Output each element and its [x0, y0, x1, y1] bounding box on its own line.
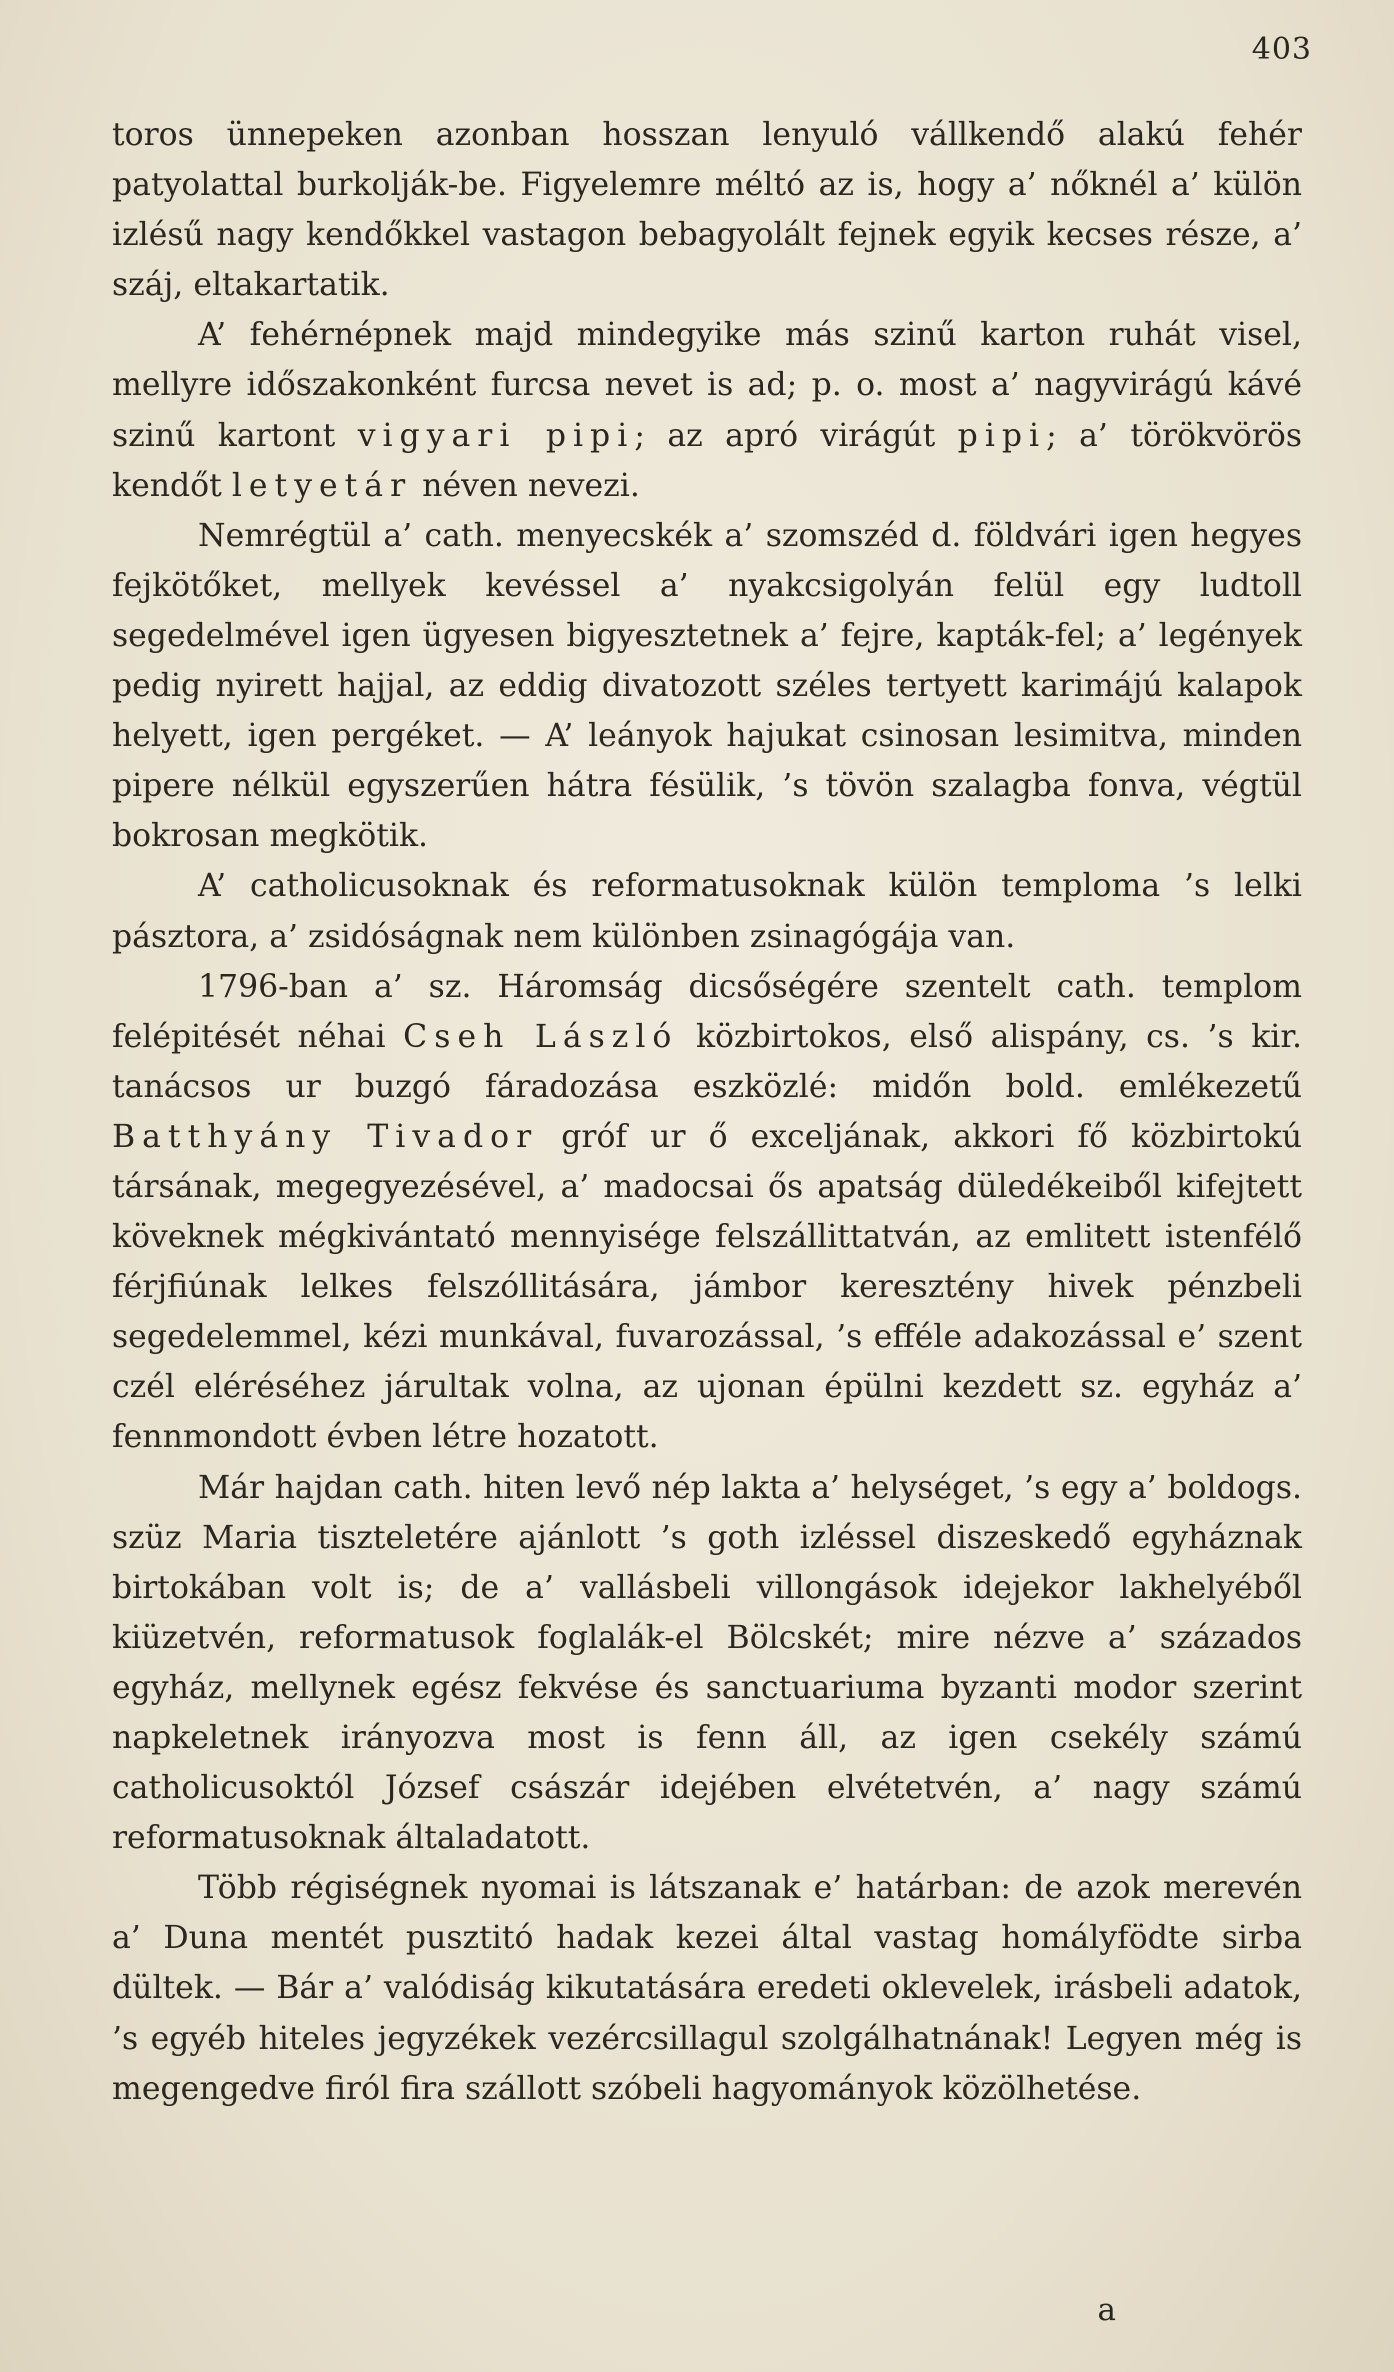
spaced-name: Cseh László — [403, 1018, 679, 1055]
spaced-name: Batthyány Tivador — [112, 1118, 539, 1155]
text-segment: Már hajdan cath. hiten levő nép lakta a’ helységet, ’s egy a’ boldogs. szüz Maria tiszteletére ajánlott ’s goth izléssel diszeskedő egyháznak birtokában volt is; de a’ vallásbeli villongások idejekor lakhelyéből kiüzetvén, reformatusok foglalák-el Bölcskét; mire nézve a’ százados egyház, mellynek egész fekvése és sanctuariuma byzanti modor szerint napkeletnek irányozva most is fenn áll, az igen csekély számú catholicusoktól József császár idejében elvétetvén, a’ nagy számú reformatusoknak általadatott. — [112, 1469, 1302, 1857]
text-segment: toros ünnepeken azonban hosszan lenyuló vállkendő alakú fehér patyolattal burkolják-be. Figyelemre méltó az is, hogy a’ nőknél a’ külön izlésű nagy kendőkkel vastagon bebagyolált fejnek egyik kecses része, a’ száj, eltakartatik. — [112, 117, 1302, 304]
paragraph — [112, 1463, 1302, 1864]
paragraph — [112, 962, 1302, 1463]
paragraph — [112, 110, 1302, 310]
text-segment: 1796-ban a’ sz. Háromság dicsőségére szentelt cath. templom felépitését néhai — [112, 968, 1302, 1055]
paragraph — [112, 511, 1302, 862]
text-segment: néven nevezi. — [412, 467, 640, 504]
spaced-name: letyetár — [231, 467, 413, 504]
spaced-name: pipi — [957, 417, 1047, 454]
text-segment: gróf ur ő exceljának, akkori fő közbirtokú társának, megegyezésével, a’ madocsai ős apatság düledékeiből kifejtett köveknek mégkivántató mennyisége felszállittatván, az emlitett istenfélő férjfiúnak lelkes felszóllitására, jámbor keresztény hivek pénzbeli segedelemmel, kézi munkával, fuvarozással, ’s efféle adakozással e’ szent czél eléréséhez járultak volna, az ujonan épülni kezdett sz. egyház a’ fennmondott évben létre hozatott. — [112, 1118, 1303, 1456]
text-segment: közbirtokos, első alispány, cs. ’s kir. tanácsos ur buzgó fáradozása eszközlé: midőn bold. emlékezetű — [112, 1018, 1302, 1105]
paragraph — [112, 861, 1302, 961]
text-segment: Nemrégtül a’ cath. menyecskék a’ szomszéd d. földvári igen hegyes fejkötőket, mellyek kevéssel a’ nyakcsigolyán felül egy ludtoll segedelmével igen ügyesen bigyesztetnek a’ fejre, kapták-fel; a’ legények pedig nyirett hajjal, az eddig divatozott széles tertyett karimájú kalapok helyett, igen pergéket. — A’ leányok hajukat csinosan lesimitva, minden pipere nélkül egyszerűen hátra fésülik, ’s tövön szalagba fonva, végtül bokrosan megkötik. — [112, 517, 1302, 855]
text-segment: ; a’ törökvörös kendőt — [112, 417, 1303, 504]
text-segment: A’ fehérnépnek majd mindegyike más szinű karton ruhát visel, mellyre időszakonként furcsa nevet is ad; p. o. most a’ nagyvirágú kávé szinű kartont — [112, 317, 1302, 454]
page-number: 403 — [1251, 32, 1312, 67]
text-segment: ; az apró virágút — [634, 417, 958, 454]
catchword: a — [1097, 2292, 1116, 2328]
spaced-name: vigyari pipi — [357, 417, 635, 454]
body-text — [112, 110, 1302, 2114]
paragraph — [112, 310, 1302, 510]
text-segment: A’ catholicusoknak és reformatusoknak külön temploma ’s lelki pásztora, a’ zsidóságnak nem különben zsinagógája van. — [112, 868, 1302, 955]
paragraph — [112, 1863, 1302, 2113]
text-segment: Több régiségnek nyomai is látszanak e’ határban: de azok merevén a’ Duna mentét pusztitó hadak kezei által vastag homályfödte sirba dültek. — Bár a’ valódiság kikutatására eredeti oklevelek, irásbeli adatok, ’s egyéb hiteles jegyzékek vezércsillagul szolgálhatnának! Legyen még is megengedve firól fira szállott szóbeli hagyományok közölhetése. — [112, 1870, 1302, 2107]
